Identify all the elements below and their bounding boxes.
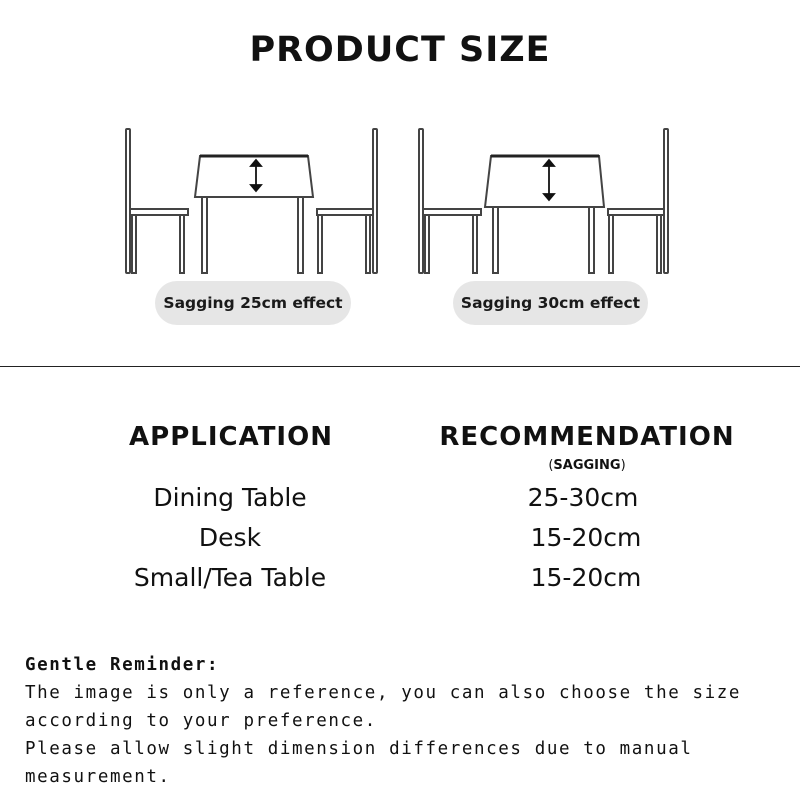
recommendation-cell: 25-30cm — [527, 483, 639, 512]
reminder-line: according to your preference. — [25, 711, 377, 731]
table-illustration-30cm — [413, 125, 678, 280]
recommendation-subheader: (SAGGING) — [548, 458, 626, 473]
table-chairs-drawing — [413, 125, 678, 280]
section-divider — [0, 366, 800, 367]
reminder-line: The image is only a reference, you can also choose the size — [25, 683, 742, 703]
recommendation-cell: 15-20cm — [530, 563, 642, 592]
application-header: APPLICATION — [129, 422, 333, 452]
application-cell: Small/Tea Table — [133, 563, 327, 592]
table-illustration-25cm — [120, 125, 385, 280]
application-cell: Desk — [198, 523, 262, 552]
reminder-title: Gentle Reminder: — [25, 655, 220, 675]
page-title: PRODUCT SIZE — [249, 30, 551, 70]
reminder-line: measurement. — [25, 767, 171, 787]
reminder-line: Please allow slight dimension differences due to manual — [25, 739, 693, 759]
caption-badge: Sagging 30cm effect — [453, 281, 648, 325]
caption-badge: Sagging 25cm effect — [155, 281, 351, 325]
reminder-text — [25, 679, 785, 791]
recommendation-header: RECOMMENDATION — [439, 422, 735, 452]
table-chairs-drawing — [120, 125, 385, 280]
recommendation-cell: 15-20cm — [530, 523, 642, 552]
application-cell: Dining Table — [153, 483, 307, 512]
